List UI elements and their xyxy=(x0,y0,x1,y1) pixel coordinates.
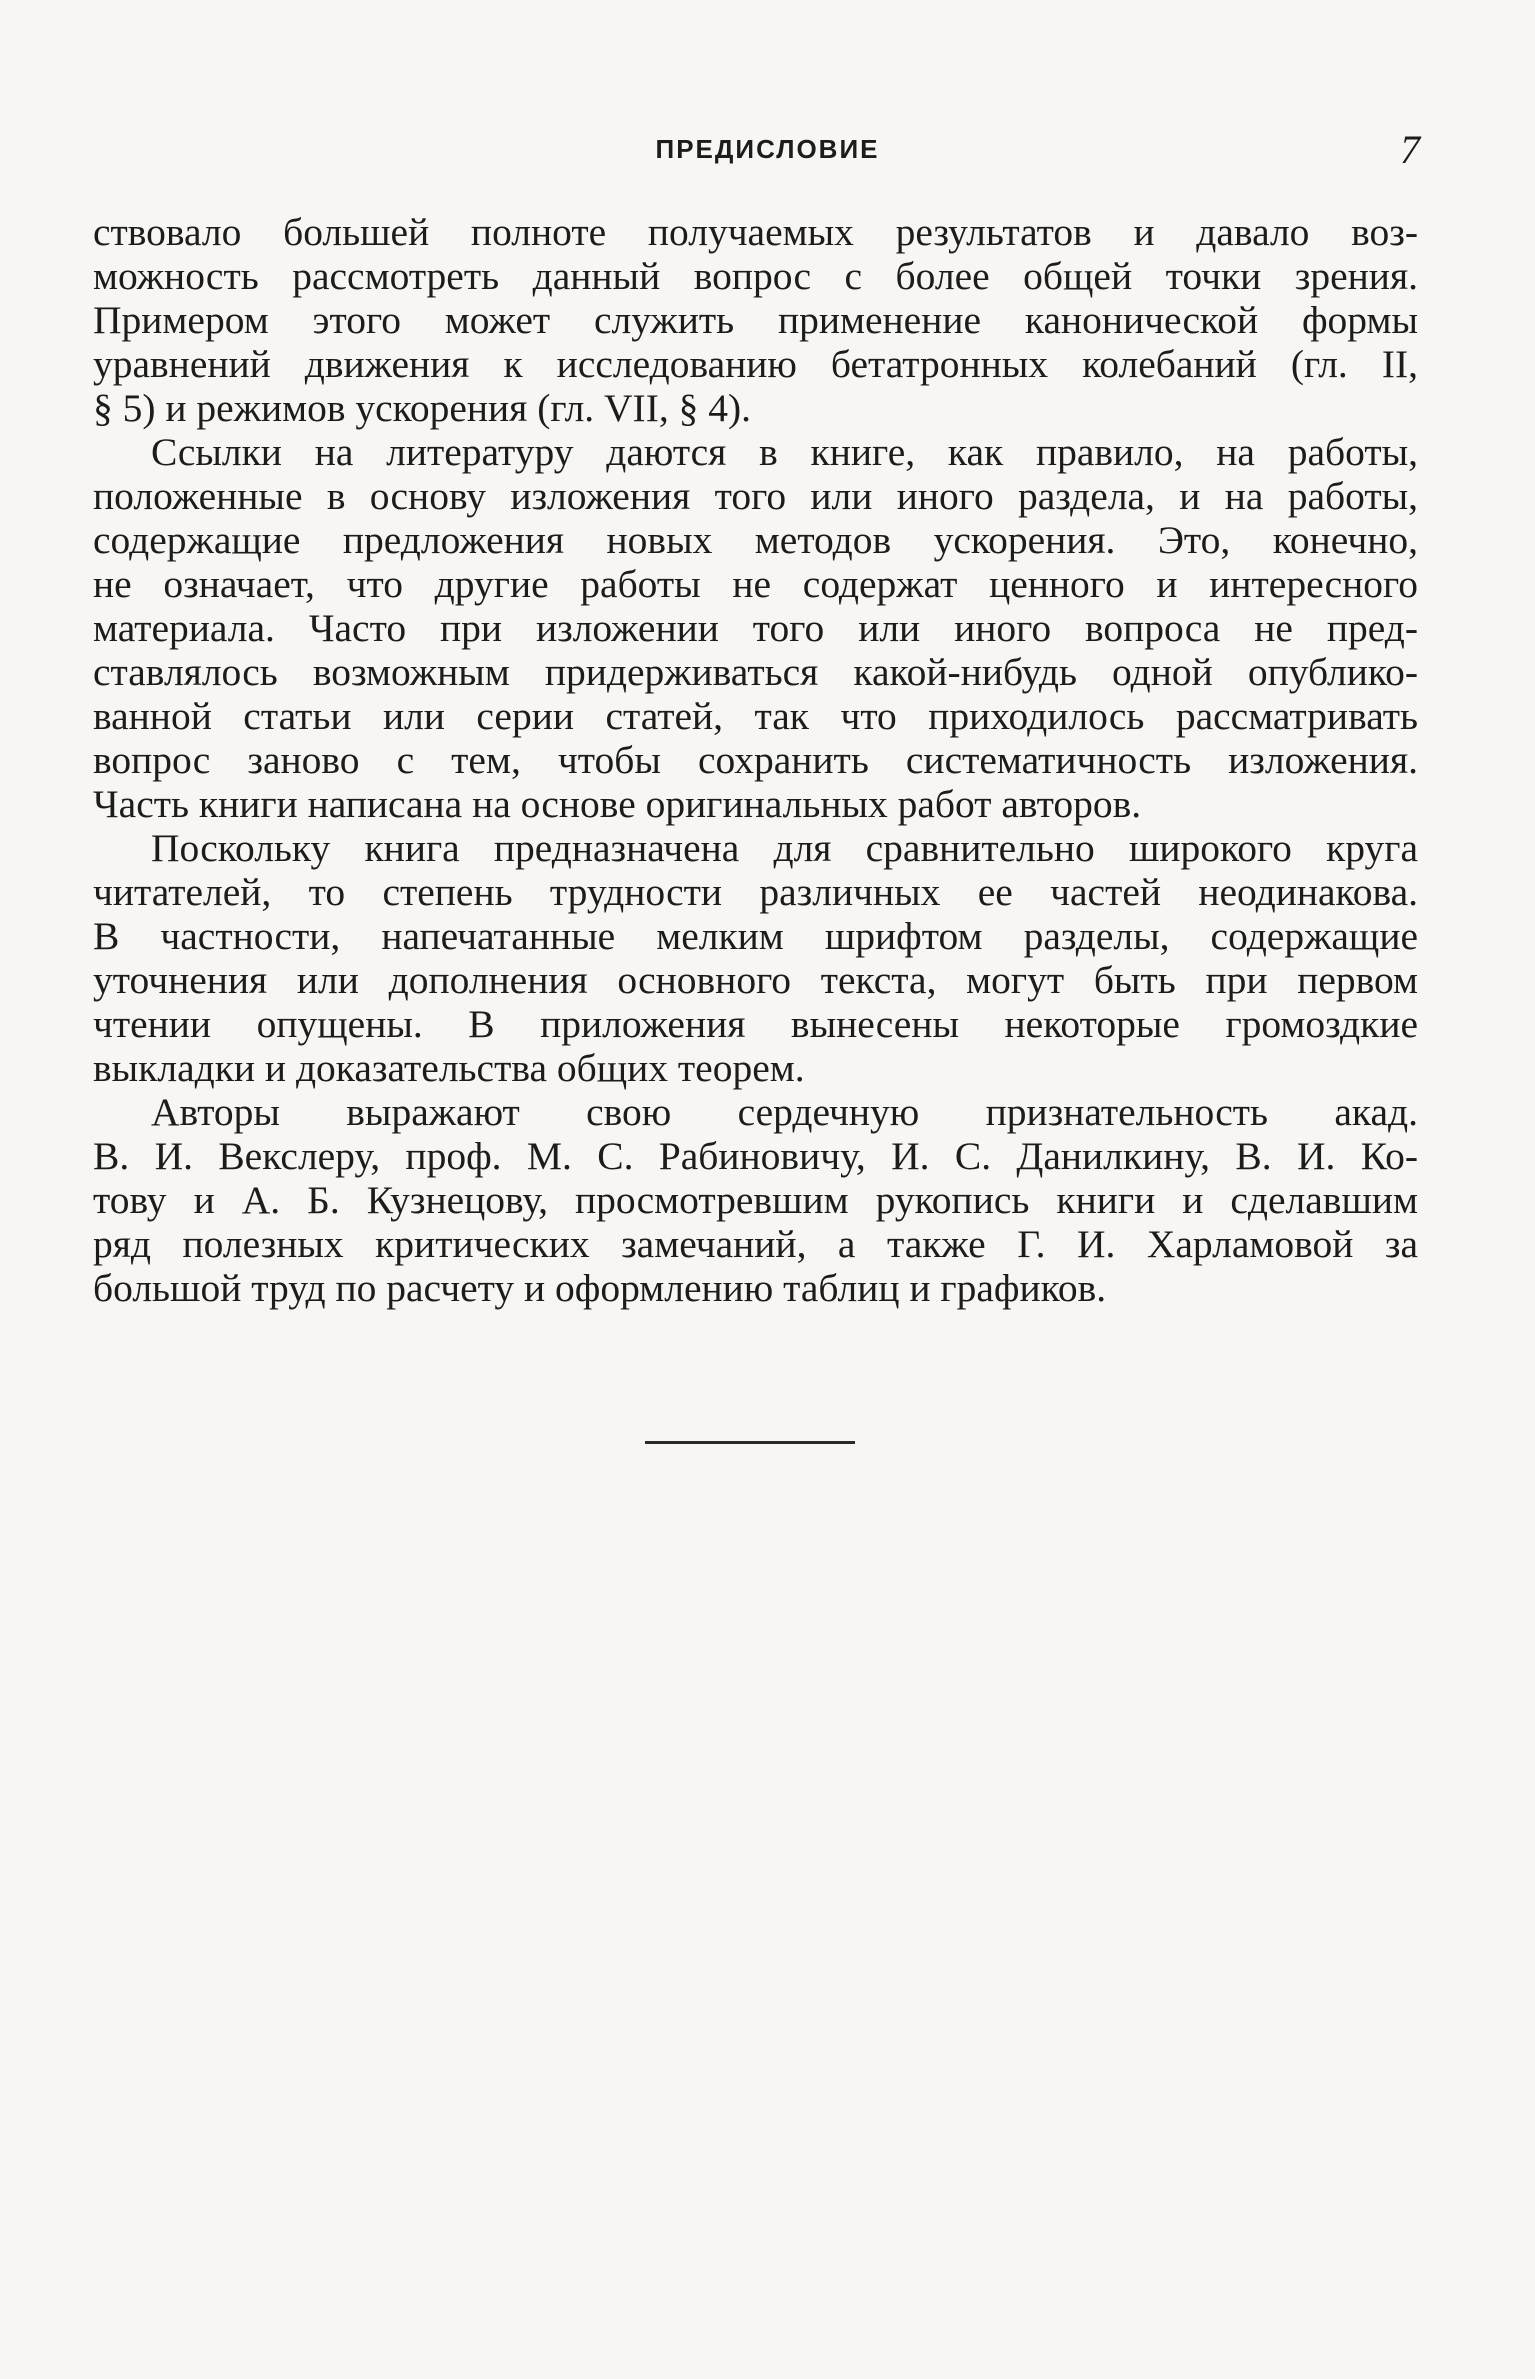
section-end-rule xyxy=(645,1441,855,1444)
text-line: не означает, что другие работы не содержат ценного и интересного xyxy=(93,562,1418,606)
paragraph-2 xyxy=(93,430,1418,826)
text-line: содержащие предложения новых методов ускорения. Это, конечно, xyxy=(93,518,1418,562)
paragraph-3 xyxy=(93,826,1418,1090)
text-line: ствовало большей полноте получаемых результатов и давало воз- xyxy=(93,210,1418,254)
text-line: В частности, напечатанные мелким шрифтом разделы, содержащие xyxy=(93,914,1418,958)
text-line: большой труд по расчету и оформлению таблиц и графиков. xyxy=(93,1266,1107,1310)
paragraph-1 xyxy=(93,210,1418,430)
paragraph-4 xyxy=(93,1090,1418,1310)
text-line: тову и А. Б. Кузнецову, просмотревшим рукопись книги и сделавшим xyxy=(93,1178,1418,1222)
text-line: выкладки и доказательства общих теорем. xyxy=(93,1046,805,1090)
text-line: положенные в основу изложения того или иного раздела, и на работы, xyxy=(93,474,1418,518)
text-line: Примером этого может служить применение канонической формы xyxy=(93,298,1418,342)
text-line: § 5) и режимов ускорения (гл. VII, § 4). xyxy=(93,386,752,430)
text-line: материала. Часто при изложении того или иного вопроса не пред- xyxy=(93,606,1418,650)
text-line: Ссылки на литературу даются в книге, как правило, на работы, xyxy=(151,430,1418,474)
text-line: В. И. Векслеру, проф. М. С. Рабиновичу, И. С. Данилкину, В. И. Ко- xyxy=(93,1134,1418,1178)
text-line: Часть книги написана на основе оригинальных работ авторов. xyxy=(93,782,1142,826)
page-number: 7 xyxy=(1400,127,1420,172)
running-title: ПРЕДИСЛОВИЕ xyxy=(655,134,880,164)
body-text xyxy=(93,210,1418,1310)
text-line: можность рассмотреть данный вопрос с более общей точки зрения. xyxy=(93,254,1418,298)
text-line: ряд полезных критических замечаний, а также Г. И. Харламовой за xyxy=(93,1222,1418,1266)
text-line: читателей, то степень трудности различных ее частей неодинакова. xyxy=(93,870,1418,914)
text-line: чтении опущены. В приложения вынесены некоторые громоздкие xyxy=(93,1002,1418,1046)
text-line: вопрос заново с тем, чтобы сохранить систематичность изложения. xyxy=(93,738,1418,782)
text-line: уравнений движения к исследованию бетатронных колебаний (гл. II, xyxy=(93,342,1418,386)
running-head xyxy=(0,127,1535,172)
text-line: Авторы выражают свою сердечную признательность акад. xyxy=(151,1090,1418,1134)
text-line: Поскольку книга предназначена для сравнительно широкого круга xyxy=(151,826,1418,870)
text-line: ставлялось возможным придерживаться какой-нибудь одной опублико- xyxy=(93,650,1418,694)
text-line: ванной статьи или серии статей, так что приходилось рассматривать xyxy=(93,694,1418,738)
text-line: уточнения или дополнения основного текста, могут быть при первом xyxy=(93,958,1418,1002)
